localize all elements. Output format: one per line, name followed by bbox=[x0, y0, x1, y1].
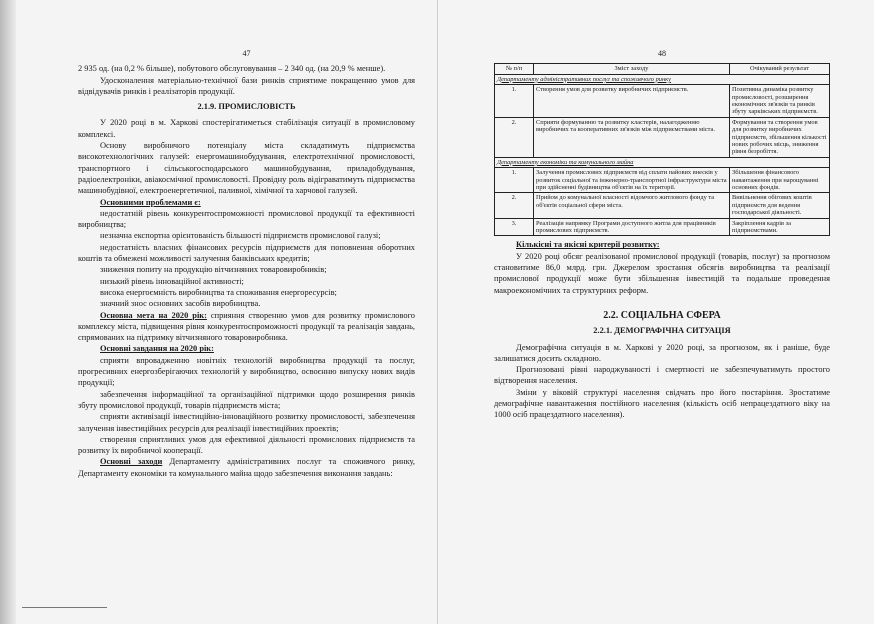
page-number: 48 bbox=[658, 49, 666, 58]
result-cell: Формування та створення умов для розвитку виробничих підприємств, збільшення кількості нових робочих місць, зниження рівня безробіття. bbox=[730, 117, 830, 157]
paragraph: Основу виробничого потенціалу міста складатимуть підприємства високотехнологічних галузей: енергомашинобудування, електротехнічної промисловості, транспортного і сільськогосподарського машинобудування, приладобудування, радіоелектроніки, авіакосмічної промисловості. Провідну роль відіграватимуть підприємства машинобудівної, електроенергетичної, паливної, хімічної та харчової галузей. bbox=[78, 141, 415, 196]
row-number: 2. bbox=[495, 117, 534, 157]
list-item: значний знос основних засобів виробництва. bbox=[100, 299, 261, 309]
page-number: 47 bbox=[242, 49, 251, 58]
measures-table bbox=[494, 63, 830, 236]
column-header: Зміст заходу bbox=[534, 64, 730, 74]
list-item: сприяти активізації інвестиційно-інноваційного розвитку промисловості, забезпечення залучення інвестиційних ресурсів для реалізації інвестиційних проектів; bbox=[78, 412, 415, 433]
row-number: 2. bbox=[495, 193, 534, 218]
measure-cell: Прийом до комунальної власності відомчого житлового фонду та об'єктів соціальної сфери міста. bbox=[534, 193, 730, 218]
table-row bbox=[495, 218, 830, 236]
row-number: 1. bbox=[495, 85, 534, 118]
section-title: 2.2. СОЦІАЛЬНА СФЕРА bbox=[603, 309, 721, 321]
subsection-title: 2.2.1. ДЕМОГРАФІЧНА СИТУАЦІЯ bbox=[593, 326, 731, 336]
table-row bbox=[495, 168, 830, 193]
list-item: висока енергоємність виробництва та споживання енергоресурсів; bbox=[100, 287, 337, 297]
department-row: Департаменту адміністративних послуг та споживчого ринку bbox=[495, 74, 830, 84]
list-item: створення сприятливих умов для ефективної діяльності промислових підприємств та розвитку їх виробничої кооперації. bbox=[78, 434, 415, 456]
goal-paragraph: Основна мета на 2020 рік: сприяння створенню умов для розвитку промислового комплексу міста, підвищення рівня конкурентоспроможності продукції та реалізація завдань, спрямованих на підтримку вітчизняного товаровиробника. bbox=[78, 310, 415, 343]
measure-cell: Створення умов для розвитку виробничих підприємств. bbox=[534, 85, 730, 118]
column-header: № п/п bbox=[495, 64, 534, 74]
list-item: низький рівень інноваційної активності; bbox=[100, 276, 244, 286]
table-row bbox=[495, 85, 830, 118]
row-number: 1. bbox=[495, 168, 534, 193]
left-page bbox=[78, 48, 415, 479]
table-row bbox=[495, 193, 830, 218]
measures-paragraph: Основні заходи Департаменту адміністративних послуг та споживчого ринку, Департаменту економіки та комунального майна щодо забезпечення виконання завдань: bbox=[78, 457, 415, 478]
paragraph: У 2020 році обсяг реалізованої промислової продукції (товарів, послуг) за прогнозом становитиме 86,0 млрд. грн. Джерелом зростання обсягів виробництва та реалізації промислової продукції може бути збільшення інвестицій та подальше проведення макроекономічних та структурних реформ. bbox=[494, 251, 830, 295]
row-number: 3. bbox=[495, 218, 534, 236]
list-item: зниження попиту на продукцію вітчизняних товаровиробників; bbox=[100, 265, 327, 275]
criteria-heading: Кількісні та якісні критерії розвитку: bbox=[516, 240, 660, 250]
result-cell: Вивільнення обігових коштів підприємств для ведення господарської діяльності. bbox=[730, 193, 830, 218]
list-item: незначна експортна орієнтованість більшості підприємств промислової галузі; bbox=[100, 231, 381, 241]
paragraph: Зміни у віковій структурі населення свідчать про його постаріння. Зростатиме демографічне навантаження постійного населення (кількість осіб непрацездатного віку на 1000 осіб працездатного населення). bbox=[494, 387, 830, 420]
list-item: недостатність власних фінансових ресурсів підприємств для поповнення оборотних коштів та обмежені можливості залучення банківських кредитів; bbox=[78, 242, 415, 264]
problems-heading: Основними проблемами є: bbox=[100, 197, 201, 207]
section-title: 2.1.9. ПРОМИСЛОВІСТЬ bbox=[197, 102, 296, 112]
right-page bbox=[494, 48, 830, 421]
paragraph: Удосконалення матеріально-технічної бази ринків сприятиме покращенню умов для відвідувачів ринків і реалізаторів продукції. bbox=[78, 75, 415, 96]
paragraph: Прогнозовані рівні народжуваності і смертності не забезпечуватимуть простого відтворення населення. bbox=[494, 365, 830, 386]
list-item: забезпечення інформаційної та організаційної підтримки щодо розширення ринків збуту промислової продукції, товарів підприємств міста; bbox=[78, 389, 415, 410]
paragraph: 2 935 од. (на 0,2 % більше), побутового обслуговування – 2 340 од. (на 20,9 % менше). bbox=[78, 64, 386, 74]
paragraph: У 2020 році в м. Харкові спостерігатиметься стабілізація ситуації в промисловому комплексі. bbox=[78, 118, 415, 139]
footnote-line bbox=[22, 607, 107, 608]
result-cell: Збільшення фінансового навантаження при нарощуванні основних фондів. bbox=[730, 168, 830, 193]
department-row: Департаменту економіки та комунального майна bbox=[495, 157, 830, 167]
measure-cell: Залучення промислових підприємств від сплати пайових внесків у розвиток соціальної та інженерно-транспортної інфраструктури міста при здійсненні будівництва об'єктів на їх території. bbox=[534, 168, 730, 193]
table-row bbox=[495, 117, 830, 157]
list-item: сприяти впровадженню новітніх технологій виробництва продукції та послуг, прогресивних енергозберігаючих технологій у виробництво, освоєнню випуску нових видів продукції; bbox=[78, 355, 415, 388]
result-cell: Позитивна динаміка розвитку промисловості, розширення економічних зв'язків та ринків збуту харківських підприємств. bbox=[730, 85, 830, 118]
list-item: недостатній рівень конкурентоспроможності промислової продукції та ефективності виробництва; bbox=[78, 208, 415, 230]
result-cell: Закріплення кадрів за підприємствами. bbox=[730, 218, 830, 236]
measure-cell: Сприяти формуванню та розвитку кластерів, налагодженню виробничих та кооперативних зв'язків між підприємствами міста. bbox=[534, 117, 730, 157]
paragraph: Демографічна ситуація в м. Харкові у 2020 році, за прогнозом, як і раніше, буде залишатися досить складною. bbox=[494, 342, 830, 363]
measure-cell: Реалізація напрямку Програми доступного житла для працівників промислових підприємств. bbox=[534, 218, 730, 236]
tasks-heading: Основні завдання на 2020 рік: bbox=[100, 344, 214, 354]
column-header: Очікуваний результат bbox=[730, 64, 830, 74]
